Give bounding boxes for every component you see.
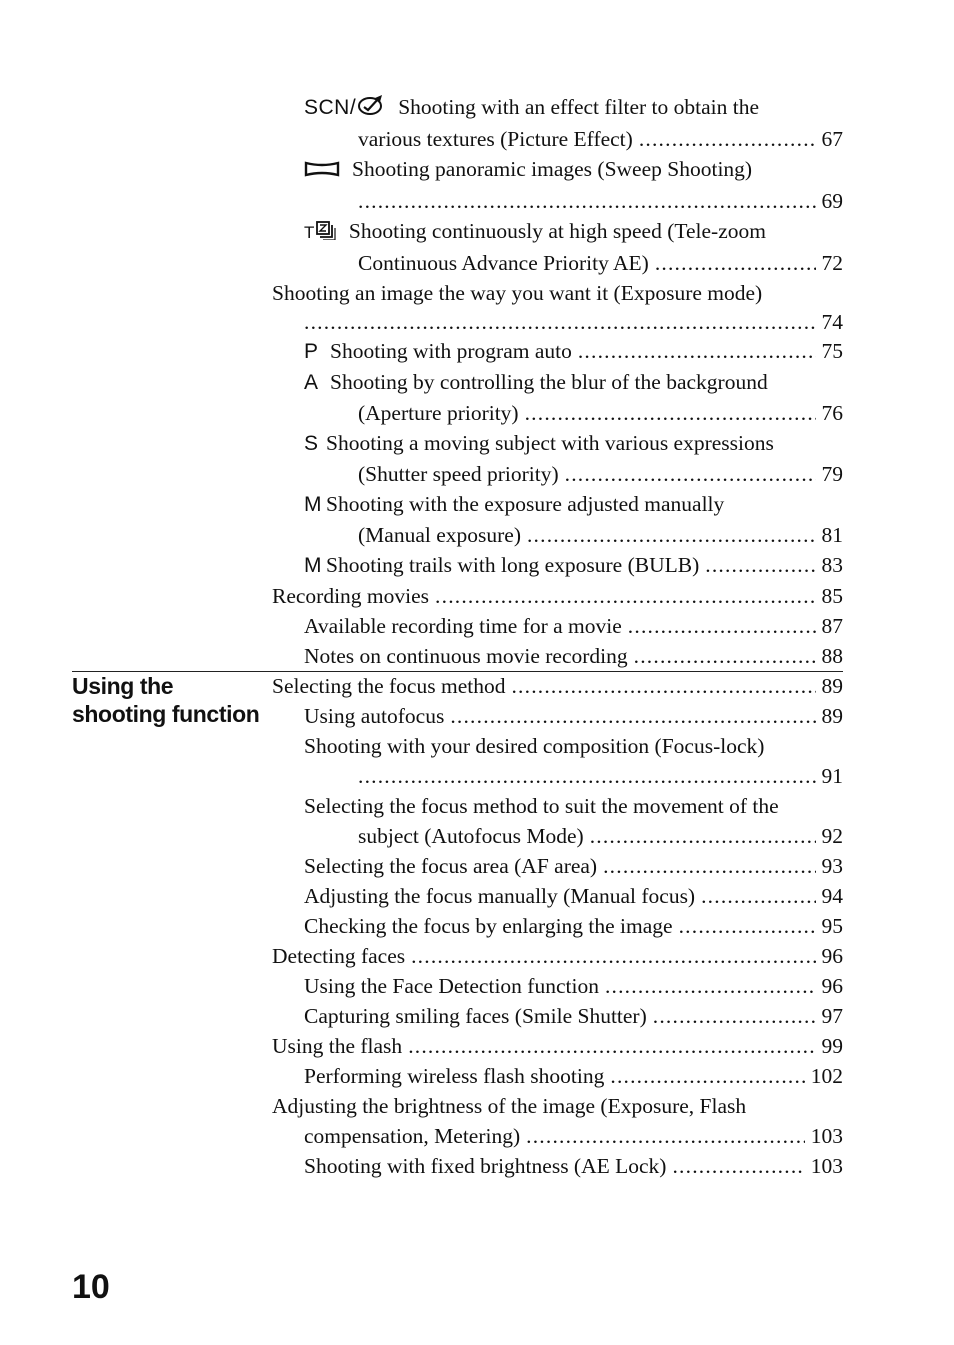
toc-entry-face-detection[interactable] (272, 971, 843, 1001)
toc-entry-text: Continuous Advance Priority AE) (358, 251, 649, 276)
toc-entry-text: Using the flash (272, 1034, 403, 1058)
leader-dots (525, 398, 816, 428)
toc-entry-aperture[interactable] (272, 367, 843, 398)
page-ref: 97 (821, 1004, 843, 1028)
toc-entry-text: Using autofocus (304, 704, 445, 728)
toc-entry-text: Available recording time for a movie (304, 614, 622, 639)
page-ref: 92 (821, 824, 843, 848)
toc-entry-tele-zoom-cont[interactable] (272, 248, 843, 278)
toc-entry-shutter-cont[interactable] (272, 459, 843, 489)
toc-entry-aperture-cont[interactable] (272, 398, 843, 428)
leader-dots (526, 1121, 805, 1151)
toc-entry-text: Adjusting the brightness of the image (Exposure, Flash (272, 1094, 747, 1118)
toc-entry-text: various textures (Picture Effect) (358, 127, 633, 152)
toc-entry-text: Selecting the focus method to suit the movement of the (304, 794, 779, 818)
page-ref: 103 (810, 1124, 843, 1148)
page-ref: 96 (821, 944, 843, 968)
toc-entry-enlarge[interactable] (272, 911, 843, 941)
leader-dots (672, 1151, 804, 1181)
page-ref: 103 (810, 1154, 843, 1178)
toc-entry-recording-time[interactable] (272, 611, 843, 641)
leader-dots (578, 336, 816, 366)
page-ref: 81 (821, 523, 843, 548)
toc-entry-tele-zoom[interactable] (272, 216, 843, 248)
picture-effect-icon (356, 94, 386, 124)
page-ref: 89 (821, 674, 843, 698)
toc-entry-text: Shooting with fixed brightness (AE Lock) (304, 1154, 667, 1178)
leader-dots (435, 581, 815, 611)
leader-dots (358, 761, 816, 791)
page-ref: 69 (821, 189, 843, 214)
toc-entry-af-mode[interactable] (272, 791, 843, 821)
page-ref: 67 (821, 127, 843, 152)
section-label-line: Using the (72, 673, 174, 699)
toc-entry-manual-cont[interactable] (272, 520, 843, 550)
toc-entry-text: Shooting panoramic images (Sweep Shooting) (352, 157, 753, 182)
toc-entry-focus-lock-cont[interactable] (272, 761, 843, 791)
page-ref: 85 (821, 584, 843, 609)
page-ref: 99 (821, 1034, 843, 1058)
leader-dots (565, 459, 816, 489)
page-ref: 79 (821, 462, 843, 487)
toc-entry-exposure-mode[interactable] (272, 278, 843, 308)
toc-entry-autofocus[interactable] (272, 701, 843, 731)
leader-dots (655, 248, 816, 278)
page-ref: 74 (821, 310, 843, 335)
toc-entry-text: Adjusting the focus manually (Manual focus) (304, 884, 696, 908)
toc-entry-focus-method[interactable] (272, 672, 843, 701)
page-ref: 96 (821, 974, 843, 998)
toc-entry-ae-lock[interactable] (272, 1151, 843, 1181)
toc-entry-shutter[interactable] (272, 428, 843, 459)
toc-entry-text: Notes on continuous movie recording (304, 644, 628, 669)
shutter-mode-icon: S (304, 432, 319, 456)
toc-entry-program-auto[interactable] (272, 336, 843, 367)
tele-zoom-icon (315, 218, 337, 248)
leader-dots (408, 1031, 815, 1061)
leader-dots (411, 941, 815, 971)
toc-entry-text: (Manual exposure) (358, 523, 521, 548)
page-ref: 91 (821, 764, 843, 788)
leader-dots (304, 308, 816, 336)
page-ref: 95 (821, 914, 843, 938)
leader-dots (610, 1061, 804, 1091)
toc-entry-detecting-faces[interactable] (272, 941, 843, 971)
toc-entry-af-mode-cont[interactable] (272, 821, 843, 851)
toc-entry-sweep[interactable] (272, 154, 843, 186)
leader-dots (605, 971, 816, 1001)
toc-entry-text: subject (Autofocus Mode) (358, 824, 584, 848)
page-ref: 72 (821, 251, 843, 276)
toc-entry-text: Selecting the focus method (272, 674, 506, 698)
page-ref: 83 (821, 553, 843, 578)
leader-dots (653, 1001, 816, 1031)
section-label (72, 672, 259, 728)
toc-entry-text: Shooting with your desired composition (Focus-lock) (304, 734, 765, 758)
toc-entry-continuous-movie[interactable] (272, 641, 843, 671)
toc-entry-text: Selecting the focus area (AF area) (304, 854, 598, 878)
toc-entry-flash[interactable] (272, 1031, 843, 1061)
leader-dots (511, 672, 815, 701)
page-ref: 102 (810, 1064, 843, 1088)
page-ref: 89 (821, 704, 843, 728)
toc-entry-wireless-flash[interactable] (272, 1061, 843, 1091)
toc-upper-list (272, 92, 843, 671)
toc-entry-manual[interactable] (272, 489, 843, 520)
manual-mode-icon: M (304, 554, 322, 578)
page-ref: 87 (821, 614, 843, 639)
page-ref: 94 (821, 884, 843, 908)
page-number: 10 (72, 1268, 110, 1306)
toc-entry-text: Shooting a moving subject with various expressions (326, 431, 774, 456)
leader-dots (603, 851, 815, 881)
toc-entry-text: Detecting faces (272, 944, 406, 968)
leader-dots (358, 186, 816, 216)
toc-entry-text: Shooting trails with long exposure (BULB) (326, 553, 700, 578)
toc-entry-text: Shooting an image the way you want it (Exposure mode) (272, 281, 763, 306)
leader-dots (590, 821, 816, 851)
toc-lower-list (272, 672, 843, 1181)
leader-dots (527, 520, 816, 550)
page-ref: 75 (821, 339, 843, 364)
toc-entry-manual-focus[interactable] (272, 881, 843, 911)
toc-entry-text: (Aperture priority) (358, 401, 519, 426)
toc-entry-text: Shooting with program auto (330, 339, 572, 364)
toc-entry-picture-effect-cont[interactable] (272, 124, 843, 154)
toc-entry-smile-shutter[interactable] (272, 1001, 843, 1031)
toc-entry-bulb[interactable] (272, 550, 843, 581)
toc-entry-brightness[interactable] (272, 1091, 843, 1121)
toc-entry-text: (Shutter speed priority) (358, 462, 559, 487)
sweep-panorama-icon (304, 156, 340, 186)
leader-dots (628, 611, 816, 641)
toc-entry-text: Using the Face Detection function (304, 974, 599, 998)
leader-dots (634, 641, 816, 671)
leader-dots (679, 911, 816, 941)
toc-entry-sweep-cont[interactable] (272, 186, 843, 216)
tele-zoom-mode-label: T (304, 223, 315, 243)
section-label-line: shooting function (72, 701, 260, 727)
toc-entry-text: Shooting with the exposure adjusted manually (326, 492, 725, 517)
toc-entry-text: Shooting with an effect filter to obtain the (398, 95, 760, 119)
program-mode-icon: P (304, 340, 319, 364)
toc-entry-text: compensation, Metering) (304, 1124, 521, 1148)
toc-entry-text: Shooting by controlling the blur of the background (330, 370, 768, 395)
toc-entry-brightness-cont[interactable] (272, 1121, 843, 1151)
toc-entry-text: Performing wireless flash shooting (304, 1064, 605, 1088)
page-ref: 93 (821, 854, 843, 878)
toc-entry-text: Shooting continuously at high speed (Tele-zoom (348, 219, 766, 244)
toc-entry-focus-lock[interactable] (272, 731, 843, 761)
toc-entry-exposure-mode-cont[interactable] (272, 308, 843, 336)
manual-mode-icon: M (304, 493, 322, 517)
aperture-mode-icon: A (304, 371, 319, 395)
toc-entry-text: Checking the focus by enlarging the image (304, 914, 673, 938)
leader-dots (639, 124, 816, 154)
leader-dots (705, 550, 815, 580)
scn-mode-label: SCN/ (304, 96, 357, 119)
toc-entry-text: Capturing smiling faces (Smile Shutter) (304, 1004, 647, 1028)
toc-entry-picture-effect[interactable] (272, 92, 843, 124)
leader-dots (701, 881, 815, 911)
toc-entry-recording-movies[interactable] (272, 581, 843, 611)
toc-entry-text: Recording movies (272, 584, 430, 609)
page-ref: 76 (821, 401, 843, 426)
leader-dots (450, 701, 815, 731)
page-ref: 88 (821, 644, 843, 669)
toc-entry-af-area[interactable] (272, 851, 843, 881)
